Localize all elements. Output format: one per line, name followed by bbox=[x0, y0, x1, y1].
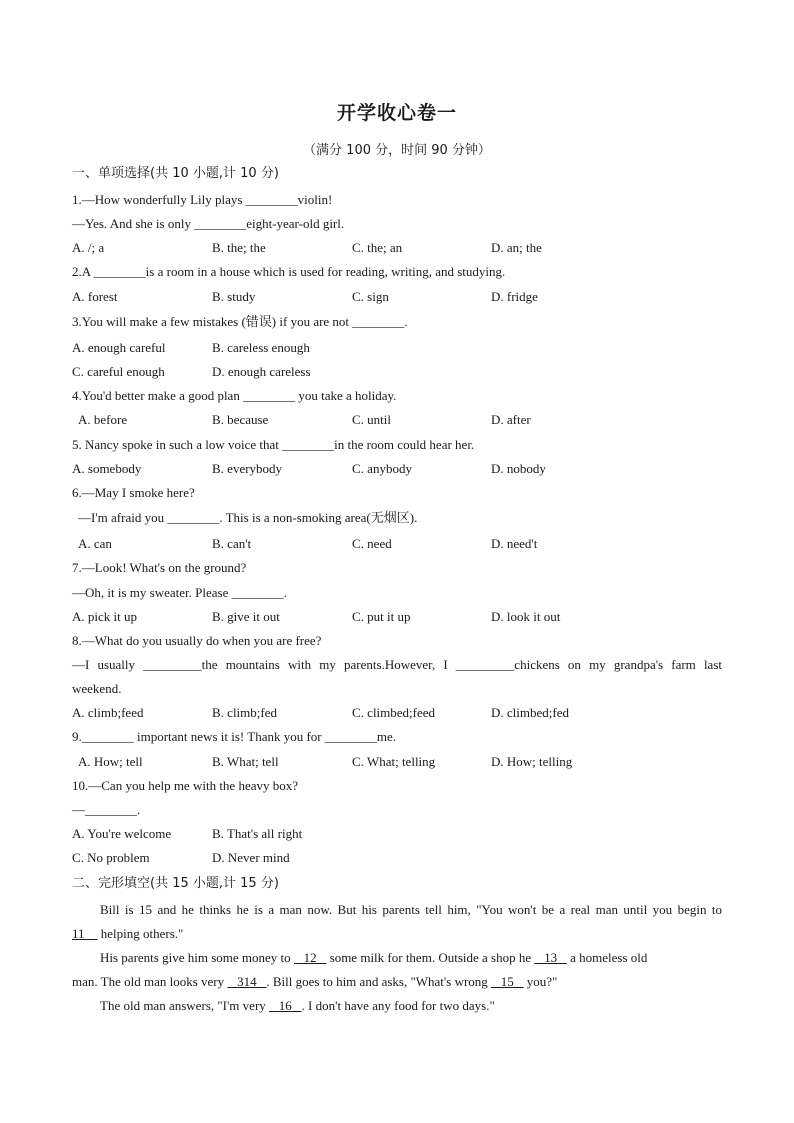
section2-heading: 二、完形填空(共 15 小题,计 15 分) bbox=[72, 876, 279, 891]
page-subtitle: （满分 100 分，时间 90 分钟） bbox=[303, 143, 491, 158]
q7-option-a: A. pick it up bbox=[72, 609, 137, 624]
cloze-p1-tail: helping others." bbox=[97, 926, 184, 941]
q5-option-c: C. anybody bbox=[352, 461, 412, 476]
q6-option-a: A. can bbox=[78, 536, 112, 551]
q6-option-b: B. can't bbox=[212, 536, 252, 551]
q5-option-d: D. nobody bbox=[491, 461, 546, 476]
cloze-blank-11: 11 bbox=[72, 926, 85, 941]
q3-option-b: B. careless enough bbox=[212, 340, 310, 355]
q6-line2: —I'm afraid you ________. This is a non-smoking area(无烟区). bbox=[78, 510, 418, 525]
cloze-p3-text-a: The old man answers, "I'm very bbox=[100, 998, 270, 1013]
q2-line1: 2.A ________is a room in a house which is used for reading, writing, and studying. bbox=[72, 264, 506, 279]
q8-option-d: D. climbed;fed bbox=[491, 705, 569, 720]
q6-option-d: D. need't bbox=[491, 536, 538, 551]
cloze-p3-line1 bbox=[100, 998, 495, 1014]
cloze-blank-12-num: 12 bbox=[303, 950, 317, 965]
q3-option-d: D. enough careless bbox=[212, 364, 311, 379]
q7-option-d: D. look it out bbox=[491, 609, 561, 624]
cloze-p2-text-b: some milk for them. Outside a shop he bbox=[326, 950, 535, 965]
cloze-blank-16 bbox=[269, 998, 302, 1013]
cloze-p2-line1 bbox=[100, 950, 647, 966]
q1-option-a: A. /; a bbox=[72, 240, 105, 255]
q4-option-b: B. because bbox=[212, 412, 269, 427]
q1-line1: 1.—How wonderfully Lily plays ________violin! bbox=[72, 192, 333, 207]
q1-option-c: C. the; an bbox=[352, 240, 403, 255]
q10-line1: 10.—Can you help me with the heavy box? bbox=[72, 778, 299, 793]
q10-option-d: D. Never mind bbox=[212, 850, 290, 865]
cloze-blank-15 bbox=[491, 974, 524, 989]
cloze-blank-13 bbox=[534, 950, 567, 965]
cloze-p1-line2 bbox=[72, 926, 183, 942]
cloze-blank-14 bbox=[227, 974, 266, 989]
cloze-blank-14-num: 314 bbox=[237, 974, 257, 989]
q3-option-c: C. careful enough bbox=[72, 364, 165, 379]
cloze-p2-text-e: . Bill goes to him and asks, "What's wrong bbox=[266, 974, 492, 989]
q1-option-d: D. an; the bbox=[491, 240, 542, 255]
cloze-p2-line2 bbox=[72, 974, 557, 990]
q7-line2: —Oh, it is my sweater. Please ________. bbox=[72, 585, 287, 600]
cloze-p2-text-d: man. The old man looks very bbox=[72, 974, 228, 989]
cloze-blank-13-num: 13 bbox=[544, 950, 558, 965]
q3-option-a: A. enough careful bbox=[72, 340, 166, 355]
q10-line2: —________. bbox=[72, 802, 141, 817]
cloze-p2-text-c: a homeless old bbox=[566, 950, 648, 965]
q4-line1: 4.You'd better make a good plan ________ you take a holiday. bbox=[72, 388, 397, 403]
q2-option-a: A. forest bbox=[72, 289, 118, 304]
cloze-p2-text-a: His parents give him some money to bbox=[100, 950, 294, 965]
q9-line1: 9.________ important news it is! Thank you for ________me. bbox=[72, 729, 397, 744]
cloze-p3-text-b: . I don't have any food for two days." bbox=[301, 998, 495, 1013]
q1-line2: —Yes. And she is only ________eight-year-old girl. bbox=[72, 216, 345, 231]
q6-option-c: C. need bbox=[352, 536, 392, 551]
q5-line1: 5. Nancy spoke in such a low voice that ________in the room could hear her. bbox=[72, 437, 475, 452]
q3-line1: 3.You will make a few mistakes (错误) if you are not ________. bbox=[72, 314, 408, 329]
q8-line3: weekend. bbox=[72, 681, 122, 696]
q8-option-c: C. climbed;feed bbox=[352, 705, 436, 720]
q2-option-b: B. study bbox=[212, 289, 256, 304]
q9-option-c: C. What; telling bbox=[352, 754, 436, 769]
cloze-blank-11-pad bbox=[85, 926, 98, 941]
q5-option-b: B. everybody bbox=[212, 461, 283, 476]
q4-option-c: C. until bbox=[352, 412, 392, 427]
q2-option-c: C. sign bbox=[352, 289, 389, 304]
q10-option-b: B. That's all right bbox=[212, 826, 303, 841]
q9-option-b: B. What; tell bbox=[212, 754, 279, 769]
q10-option-a: A. You're welcome bbox=[72, 826, 172, 841]
q8-option-a: A. climb;feed bbox=[72, 705, 144, 720]
q5-option-a: A. somebody bbox=[72, 461, 142, 476]
cloze-blank-15-num: 15 bbox=[500, 974, 514, 989]
cloze-p1-line1: Bill is 15 and he thinks he is a man now. But his parents tell him, "You won't be a real man until you begin to bbox=[100, 902, 722, 917]
section1-heading: 一、单项选择(共 10 小题,计 10 分) bbox=[72, 166, 279, 181]
q4-option-a: A. before bbox=[78, 412, 128, 427]
q9-option-a: A. How; tell bbox=[78, 754, 143, 769]
q8-option-b: B. climb;fed bbox=[212, 705, 277, 720]
q6-line1: 6.—May I smoke here? bbox=[72, 485, 195, 500]
q1-option-b: B. the; the bbox=[212, 240, 266, 255]
q8-line2: —I usually _________the mountains with my parents.However, I _________chickens on my grandpa's farm last bbox=[72, 657, 722, 672]
cloze-blank-12 bbox=[294, 950, 327, 965]
q7-option-c: C. put it up bbox=[352, 609, 411, 624]
q10-option-c: C. No problem bbox=[72, 850, 150, 865]
q7-line1: 7.—Look! What's on the ground? bbox=[72, 560, 247, 575]
q4-option-d: D. after bbox=[491, 412, 531, 427]
q7-option-b: B. give it out bbox=[212, 609, 280, 624]
cloze-p2-text-f: you?" bbox=[523, 974, 558, 989]
q9-option-d: D. How; telling bbox=[491, 754, 573, 769]
q2-option-d: D. fridge bbox=[491, 289, 538, 304]
q8-line1: 8.—What do you usually do when you are free? bbox=[72, 633, 322, 648]
cloze-blank-16-num: 16 bbox=[278, 998, 292, 1013]
page-title: 开学收心卷一 bbox=[336, 102, 457, 124]
